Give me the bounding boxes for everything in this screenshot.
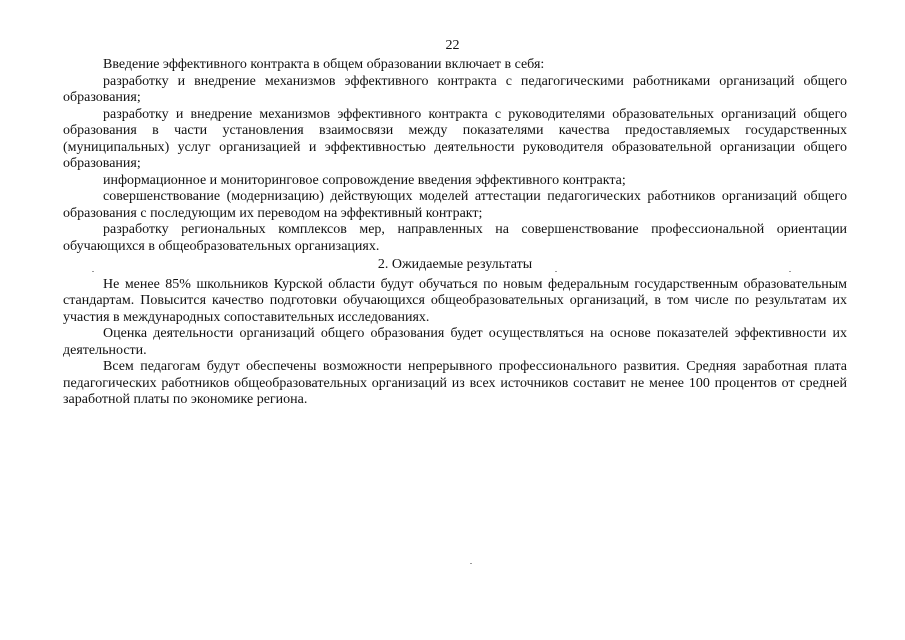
list-item: разработку и внедрение механизмов эффективного контракта с руководителями образовательных организаций общего образования в части установления взаимосвязи между показателями качества предоставляемых государственных (муниципальных) услуг организацией и эффективностью деятельности руководителя образовательной организации общего образования; [63,106,847,171]
list-item: разработку и внедрение механизмов эффективного контракта с педагогическими работниками организаций общего образования; [63,73,847,105]
scan-speck [92,271,94,272]
list-item: разработку региональных комплексов мер, направленных на совершенствование профессиональной ориентации обучающихся в общеобразовательных организациях. [63,222,847,254]
paragraph: Не менее 85% школьников Курской области будут обучаться по новым федеральным государственным образовательным стандартам. Повысится качество подготовки обучающихся общеобразовательных организаций, в том числе по результатам их участия в международных сопоставительных исследованиях. [63,276,847,325]
page-number: 22 [445,38,460,53]
section-heading: 2. Ожидаемые результаты [377,257,533,272]
scan-speck [555,271,557,272]
paragraph: Оценка деятельности организаций общего образования будет осуществляться на основе показателей эффективности их деятельности. [63,326,847,358]
paragraph: Всем педагогам будут обеспечены возможности непрерывного профессионального развития. Средняя заработная плата педагогических работников общеобразовательных организаций из всех источников составит не менее 100 процентов от средней заработной платы по экономике региона. [63,359,847,407]
paragraph-intro: Введение эффективного контракта в общем образовании включает в себя: [103,57,545,72]
scan-speck [789,271,791,272]
list-item: информационное и мониторинговое сопровождение введения эффективного контракта; [103,172,626,188]
scan-speck [470,563,472,564]
document-body [63,57,847,409]
list-item: совершенствование (модернизацию) действующих моделей аттестации педагогических работников организаций общего образования с последующим их переводом на эффективный контракт; [63,189,847,221]
